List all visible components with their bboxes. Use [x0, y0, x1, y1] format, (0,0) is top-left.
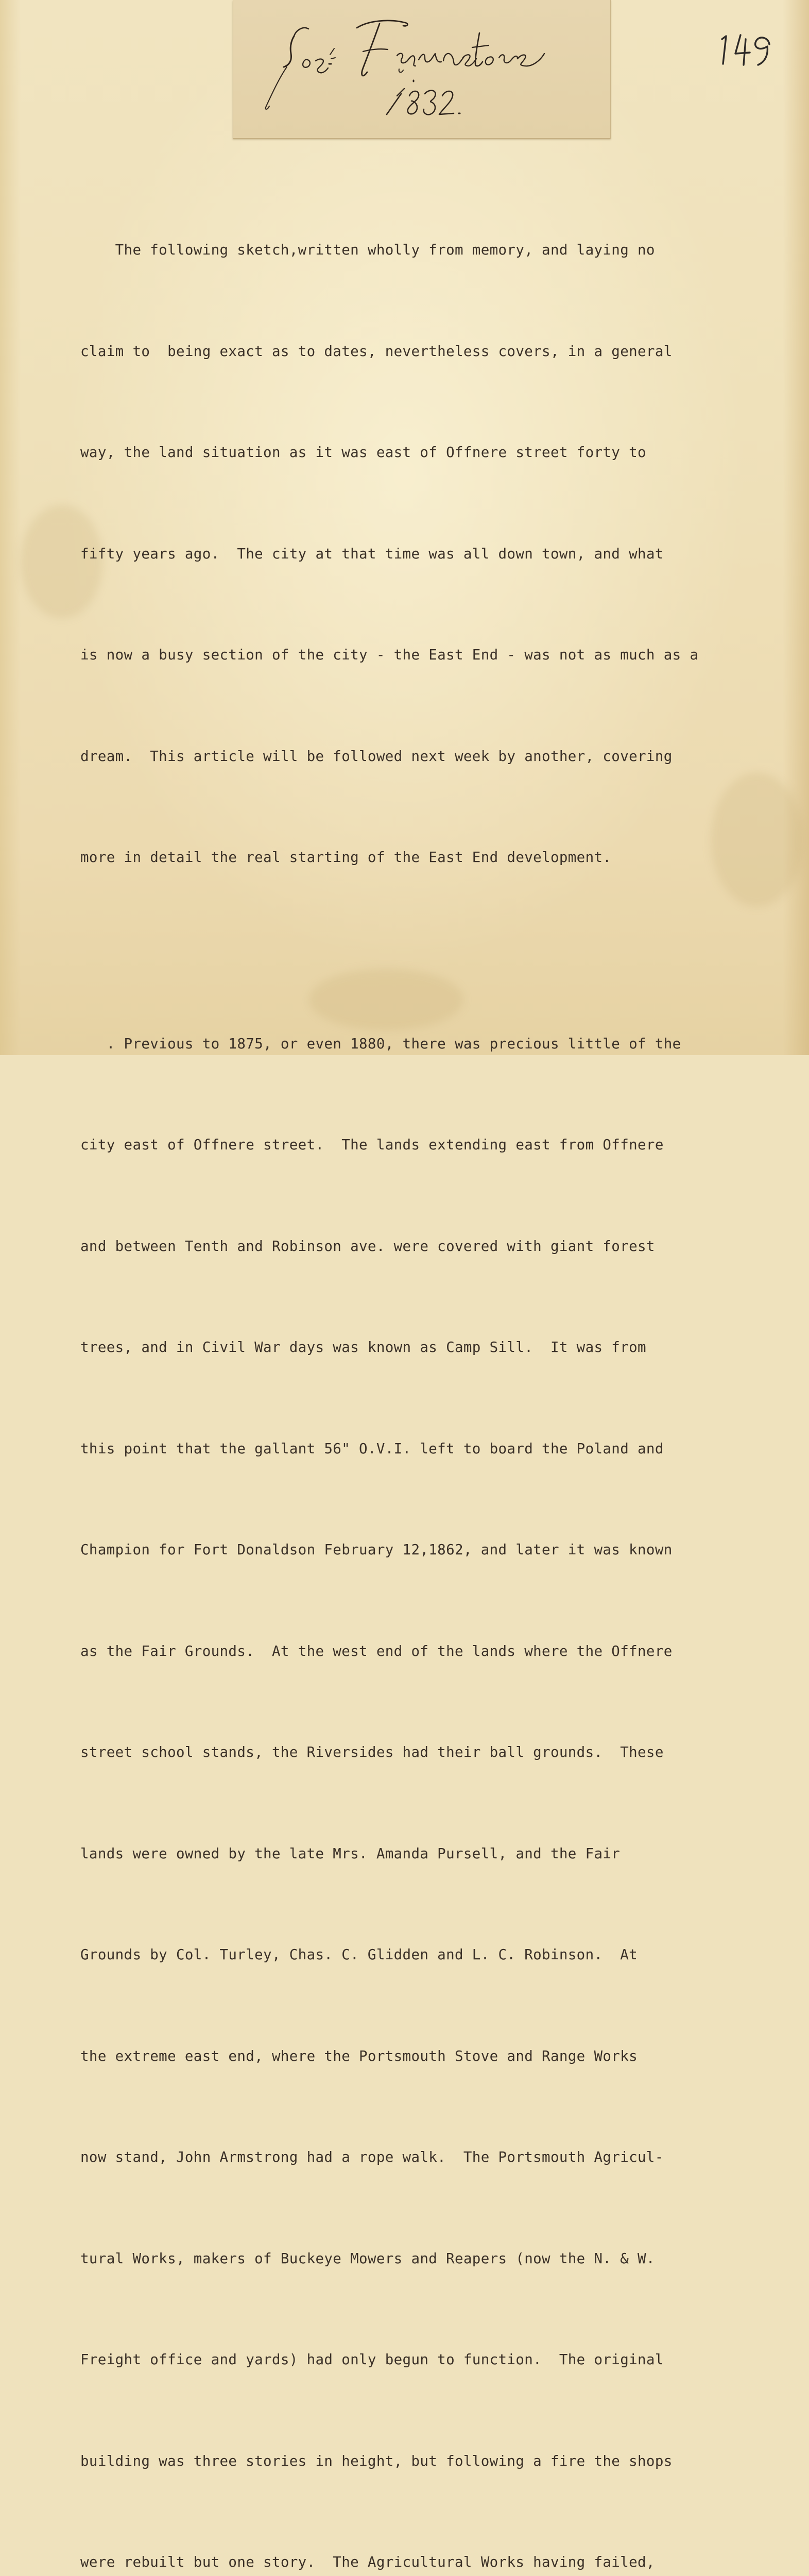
- text-line: claim to being exact as to dates, nevertheless covers, in a general: [80, 335, 791, 369]
- text-line: were rebuilt but one story. The Agricultural Works having failed,: [80, 2546, 791, 2576]
- document-page: [0, 0, 809, 1055]
- paragraph: [80, 166, 791, 942]
- text-line: way, the land situation as it was east of Offnere street forty to: [80, 436, 791, 470]
- text-line: street school stands, the Riversides had their ball grounds. These: [80, 1736, 791, 1770]
- text-line: fifty years ago. The city at that time was all down town, and what: [80, 537, 791, 571]
- page-number-handwritten: [715, 28, 777, 74]
- text-line: city east of Offnere street. The lands extending east from Offnere: [80, 1128, 791, 1162]
- text-line: this point that the gallant 56" O.V.I. left to board the Poland and: [80, 1432, 791, 1466]
- text-line: building was three stories in height, but following a fire the shops: [80, 2445, 791, 2479]
- text-line: as the Fair Grounds. At the west end of the lands where the Offnere: [80, 1635, 791, 1669]
- text-line: and between Tenth and Robinson ave. were covered with giant forest: [80, 1230, 791, 1264]
- text-line: is now a busy section of the city - the East End - was not as much as a: [80, 638, 791, 672]
- text-line: The following sketch,written wholly from memory, and laying no: [80, 233, 791, 267]
- text-line: trees, and in Civil War days was known as Camp Sill. It was from: [80, 1331, 791, 1365]
- text-line: Freight office and yards) had only begun to function. The original: [80, 2343, 791, 2377]
- typed-article-text: [80, 166, 791, 2576]
- paragraph: [80, 960, 791, 2576]
- text-line: . Previous to 1875, or even 1880, there was precious little of the: [80, 1027, 791, 1061]
- text-line: dream. This article will be followed next week by another, covering: [80, 740, 791, 774]
- signature-clipping: [233, 0, 611, 139]
- text-line: lands were owned by the late Mrs. Amanda Pursell, and the Fair: [80, 1837, 791, 1871]
- text-line: Grounds by Col. Turley, Chas. C. Glidden and L. C. Robinson. At: [80, 1938, 791, 1972]
- text-line: tural Works, makers of Buckeye Mowers and Reapers (now the N. & W.: [80, 2242, 791, 2276]
- text-line: more in detail the real starting of the East End development.: [80, 841, 791, 875]
- text-line: the extreme east end, where the Portsmouth Stove and Range Works: [80, 2040, 791, 2074]
- text-line: Champion for Fort Donaldson February 12,1862, and later it was known: [80, 1533, 791, 1567]
- handwritten-signature: [233, 0, 610, 138]
- text-line: now stand, John Armstrong had a rope walk. The Portsmouth Agricul-: [80, 2141, 791, 2175]
